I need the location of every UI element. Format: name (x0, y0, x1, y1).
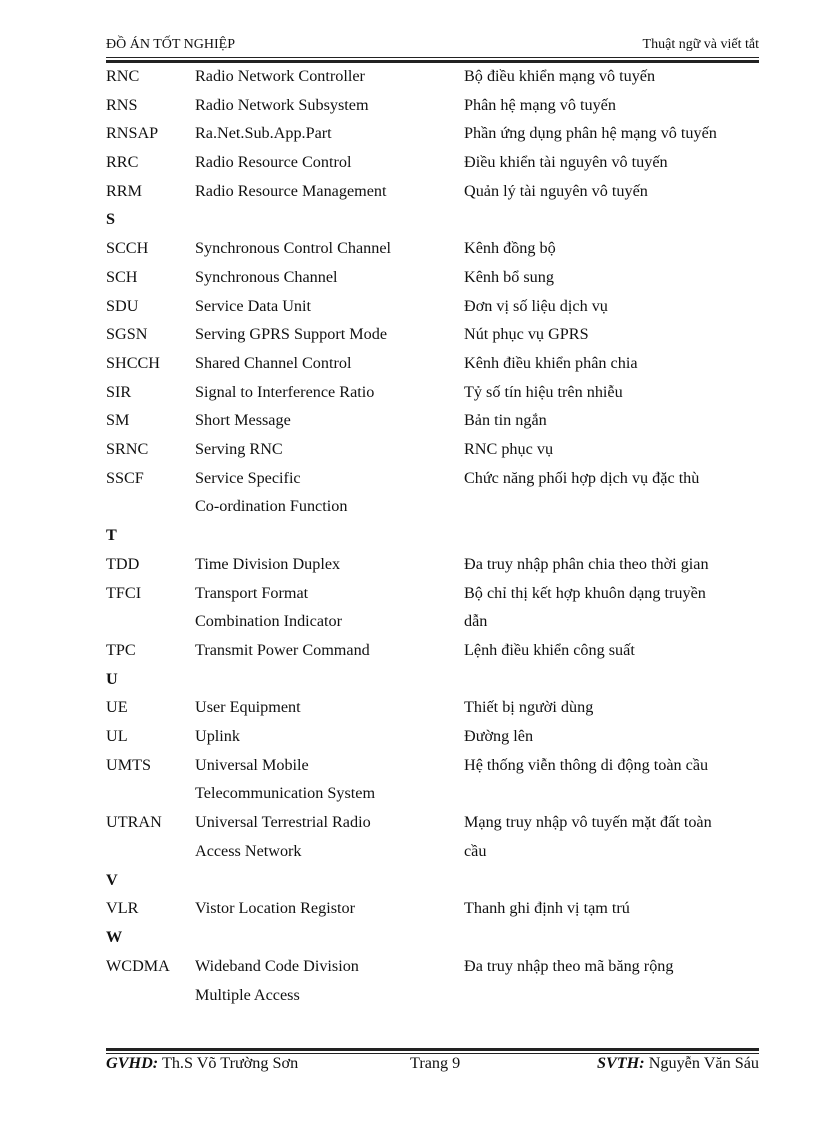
term-vietnamese-line: Mạng truy nhập vô tuyến mặt đất toàn (464, 813, 712, 832)
footer-rule-thick (106, 1048, 759, 1051)
term-vietnamese (464, 62, 759, 91)
glossary-list (106, 62, 759, 1009)
term-english-line: Telecommunication System (195, 784, 376, 803)
term-english (195, 378, 455, 407)
section-letter-row (106, 521, 759, 550)
term-vietnamese (464, 464, 759, 493)
term-english-line: Radio Network Controller (195, 67, 365, 85)
term-vietnamese-line: Phân hệ mạng vô tuyến (464, 95, 616, 114)
term-abbreviation: SSCF (106, 468, 144, 487)
term-english (195, 349, 455, 378)
term-english (195, 62, 455, 91)
term-english (195, 579, 455, 636)
term-vietnamese-line: Bản tin ngắn (464, 411, 547, 430)
term-english-line: Service Data Unit (195, 296, 311, 315)
term-english-line: Shared Channel Control (195, 353, 352, 372)
term-vietnamese (464, 119, 759, 148)
term-english-line: Uplink (195, 727, 240, 746)
term-english (195, 234, 455, 263)
term-abbreviation: RNSAP (106, 124, 159, 143)
header-section: Thuật ngữ và viết tắt (642, 37, 759, 52)
term-english-line: Service Specific (195, 468, 301, 487)
student-label: SVTH: (596, 1054, 645, 1072)
term-vietnamese-line: Chức năng phối hợp dịch vụ đặc thù (464, 468, 700, 487)
term-vietnamese (464, 550, 759, 579)
term-vietnamese-line: Kênh bổ sung (464, 267, 554, 286)
term-vietnamese-line: Điều khiển tài nguyên vô tuyến (464, 153, 668, 172)
header-title: ĐỒ ÁN TỐT NGHIỆP (106, 37, 235, 52)
term-vietnamese-line: Quản lý tài nguyên vô tuyến (464, 181, 648, 200)
term-english-line: Ra.Net.Sub.App.Part (195, 124, 332, 143)
term-abbreviation: SGSN (106, 325, 148, 344)
term-english (195, 435, 455, 464)
glossary-row (106, 464, 759, 522)
section-letter-row (106, 665, 759, 694)
term-english (195, 751, 455, 808)
term-vietnamese-line: Bộ chỉ thị kết hợp khuôn dạng truyền (464, 583, 706, 602)
term-vietnamese (464, 952, 759, 981)
glossary-row (106, 550, 759, 579)
glossary-row (106, 148, 759, 177)
term-abbreviation: SM (106, 411, 130, 430)
section-letter-row (106, 205, 759, 234)
glossary-row (106, 292, 759, 321)
term-english-line: Combination Indicator (195, 612, 343, 631)
term-english (195, 808, 455, 865)
term-english (195, 550, 455, 579)
term-vietnamese (464, 91, 759, 120)
term-abbreviation: RRC (106, 153, 139, 172)
term-english (195, 263, 455, 292)
term-abbreviation: RRM (106, 181, 142, 200)
term-english (195, 177, 455, 206)
term-english-line: Synchronous Channel (195, 267, 338, 286)
header-rule-thin (106, 57, 759, 58)
term-english-line: Short Message (195, 411, 291, 430)
term-vietnamese (464, 406, 759, 435)
term-vietnamese (464, 292, 759, 321)
footer-supervisor (106, 1054, 298, 1073)
glossary-row (106, 378, 759, 407)
term-english (195, 636, 455, 665)
term-abbreviation: SCCH (106, 239, 149, 258)
term-abbreviation: TFCI (106, 583, 142, 602)
term-vietnamese-line: Đơn vị số liệu dịch vụ (464, 296, 608, 315)
term-english (195, 292, 455, 321)
term-english (195, 693, 455, 722)
term-abbreviation: UMTS (106, 755, 151, 774)
section-letter: W (106, 928, 123, 947)
term-vietnamese-line: Kênh điều khiển phân chia (464, 353, 638, 372)
glossary-row (106, 751, 759, 809)
term-vietnamese (464, 435, 759, 464)
term-vietnamese-line: dẫn (464, 612, 488, 631)
term-abbreviation: SRNC (106, 439, 149, 458)
term-vietnamese-line: Phần ứng dụng phân hệ mạng vô tuyến (464, 124, 717, 143)
glossary-row (106, 435, 759, 464)
term-english-line: Universal Mobile (195, 755, 309, 774)
glossary-row (106, 636, 759, 665)
glossary-row (106, 808, 759, 866)
glossary-row (106, 234, 759, 263)
section-letter: U (106, 669, 118, 688)
term-english (195, 722, 455, 751)
term-vietnamese (464, 177, 759, 206)
term-vietnamese-line: cầu (464, 841, 487, 860)
term-abbreviation: TDD (106, 554, 140, 573)
term-abbreviation: SHCCH (106, 353, 160, 372)
term-vietnamese-line: RNC phục vụ (464, 439, 554, 458)
term-vietnamese-line: Đa truy nhập phân chia theo thời gian (464, 554, 709, 573)
term-vietnamese (464, 378, 759, 407)
glossary-row (106, 406, 759, 435)
term-english (195, 320, 455, 349)
student-name: Nguyễn Văn Sáu (648, 1054, 759, 1072)
term-vietnamese-line: Bộ điều khiển mạng vô tuyến (464, 67, 656, 85)
glossary-row (106, 62, 759, 91)
glossary-row (106, 722, 759, 751)
section-letter: T (106, 526, 117, 545)
glossary-row (106, 91, 759, 120)
term-abbreviation: TPC (106, 641, 136, 659)
term-abbreviation: RNC (106, 67, 140, 85)
term-abbreviation: UE (106, 698, 128, 717)
term-vietnamese (464, 263, 759, 292)
term-english-line: Universal Terrestrial Radio (195, 813, 371, 832)
term-abbreviation: UTRAN (106, 813, 162, 832)
term-english (195, 148, 455, 177)
glossary-row (106, 952, 759, 1010)
term-english-line: Radio Network Subsystem (195, 95, 369, 114)
footer-student (597, 1054, 759, 1073)
section-letter-row (106, 866, 759, 895)
term-english-line: Access Network (195, 841, 302, 860)
term-english-line: Radio Resource Management (195, 181, 387, 200)
term-abbreviation: RNS (106, 95, 138, 114)
term-vietnamese (464, 579, 759, 636)
term-vietnamese-line: Thiết bị người dùng (464, 698, 594, 717)
term-english (195, 406, 455, 435)
term-english-line: Serving RNC (195, 439, 283, 458)
term-abbreviation: SDU (106, 296, 139, 315)
page-header (106, 37, 759, 57)
glossary-row (106, 177, 759, 206)
term-vietnamese-line: Đường lên (464, 727, 534, 746)
term-abbreviation: SIR (106, 382, 132, 401)
term-vietnamese (464, 751, 759, 780)
term-english-line: Wideband Code Division (195, 956, 359, 975)
term-vietnamese (464, 320, 759, 349)
term-abbreviation: VLR (106, 899, 139, 918)
term-vietnamese-line: Hệ thống viễn thông di động toàn cầu (464, 755, 709, 774)
term-english (195, 894, 455, 923)
term-abbreviation: UL (106, 727, 128, 746)
term-vietnamese (464, 693, 759, 722)
term-english-line: Transmit Power Command (195, 641, 370, 659)
term-vietnamese-line: Tỷ số tín hiệu trên nhiễu (464, 382, 623, 401)
term-english (195, 119, 455, 148)
supervisor-name: Th.S Võ Trường Sơn (161, 1054, 299, 1072)
term-vietnamese-line: Kênh đồng bộ (464, 239, 556, 258)
section-letter: V (106, 870, 118, 889)
term-abbreviation: WCDMA (106, 956, 170, 975)
term-english-line: Transport Format (195, 583, 309, 602)
section-letter: S (106, 210, 116, 229)
term-english-line: Multiple Access (195, 985, 300, 1004)
term-vietnamese (464, 808, 759, 865)
glossary-row (106, 693, 759, 722)
term-vietnamese (464, 234, 759, 263)
term-vietnamese-line: Thanh ghi định vị tạm trú (464, 899, 630, 918)
term-english (195, 91, 455, 120)
term-vietnamese-line: Đa truy nhập theo mã băng rộng (464, 956, 674, 975)
glossary-row (106, 320, 759, 349)
term-abbreviation: SCH (106, 267, 138, 286)
page-number: Trang 9 (410, 1054, 461, 1072)
term-vietnamese (464, 894, 759, 923)
term-english-line: Signal to Interference Ratio (195, 382, 375, 401)
glossary-row (106, 119, 759, 148)
term-english-line: Synchronous Control Channel (195, 239, 392, 258)
term-vietnamese (464, 636, 759, 665)
glossary-row (106, 263, 759, 292)
term-english-line: Radio Resource Control (195, 153, 352, 172)
term-english (195, 464, 455, 521)
term-vietnamese (464, 349, 759, 378)
term-vietnamese (464, 722, 759, 751)
section-letter-row (106, 923, 759, 952)
term-english-line: Co-ordination Function (195, 497, 348, 516)
glossary-row (106, 349, 759, 378)
term-english (195, 952, 455, 1009)
term-english-line: User Equipment (195, 698, 301, 717)
term-vietnamese (464, 148, 759, 177)
term-english-line: Vistor Location Registor (195, 899, 355, 918)
term-vietnamese-line: Lệnh điều khiển công suất (464, 641, 635, 659)
supervisor-label: GVHD: (106, 1054, 159, 1072)
glossary-row (106, 894, 759, 923)
page-footer (106, 1054, 759, 1076)
term-english-line: Time Division Duplex (195, 554, 341, 573)
term-english-line: Serving GPRS Support Mode (195, 325, 388, 344)
glossary-row (106, 579, 759, 637)
term-vietnamese-line: Nút phục vụ GPRS (464, 325, 589, 344)
